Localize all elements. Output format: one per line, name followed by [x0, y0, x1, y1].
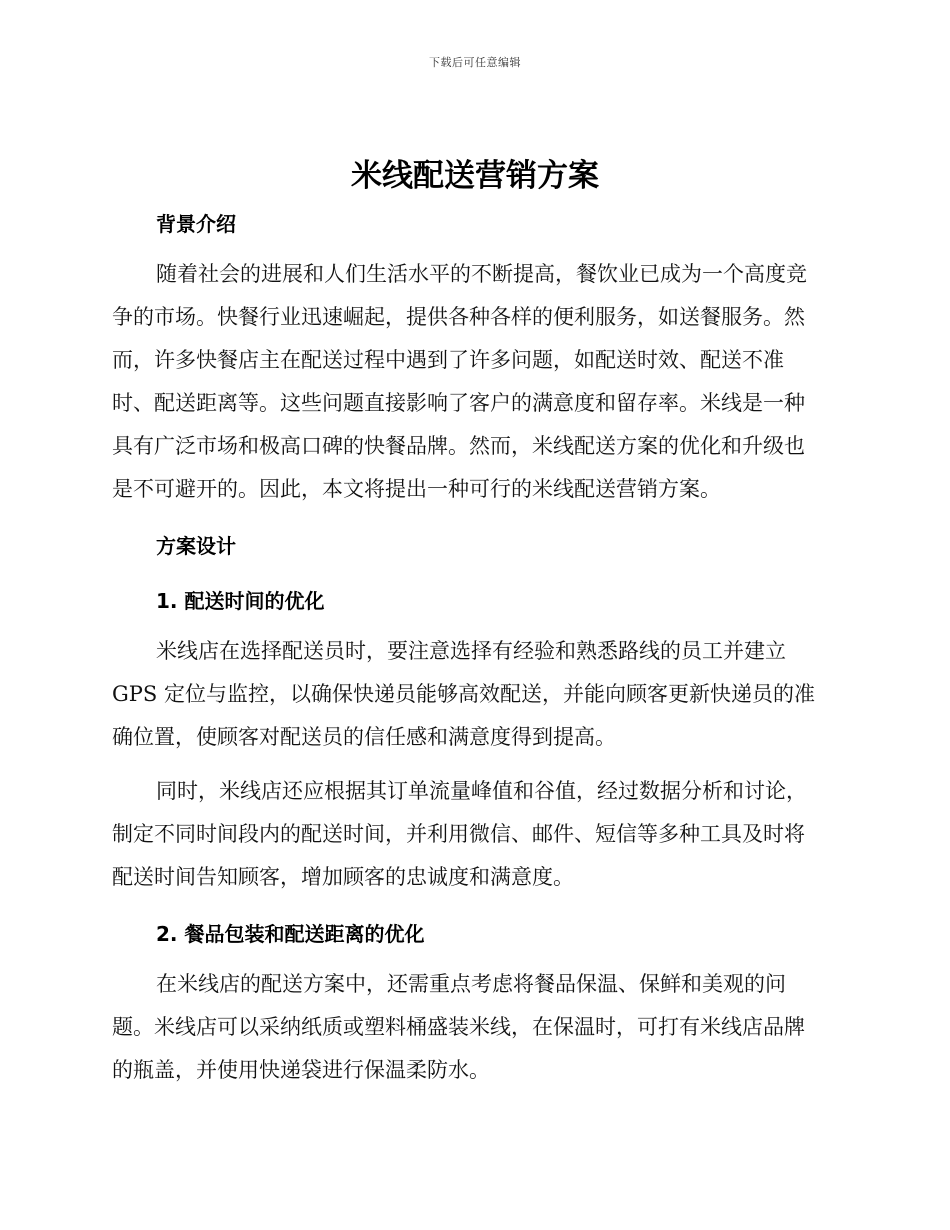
paragraph-line: 的瓶盖，并使用快递袋进行保温柔防水。	[112, 1058, 490, 1082]
paragraph-line: 在米线店的配送方案中，还需重点考虑将餐品保温、保鲜和美观的问	[156, 972, 786, 996]
paragraph-line: 是不可避开的。因此，本文将提出一种可行的米线配送营销方案。	[112, 477, 721, 501]
paragraph-line: 配送时间告知顾客，增加顾客的忠诚度和满意度。	[112, 865, 574, 889]
paragraph-line: GPS 定位与监控，以确保快递员能够高效配送，并能向顾客更新快递员的准	[112, 682, 815, 706]
section-heading-background: 背景介绍	[156, 212, 236, 236]
paragraph-line: 时、配送距离等。这些问题直接影响了客户的满意度和留存率。米线是一种	[112, 391, 805, 415]
paragraph-line: 制定不同时间段内的配送时间，并利用微信、邮件、短信等多种工具及时将	[112, 822, 805, 846]
paragraph-line: 具有广泛市场和极高口碑的快餐品牌。然而，米线配送方案的优化和升级也	[112, 434, 805, 458]
paragraph-delivery-staff	[112, 630, 834, 759]
paragraph-line: 而，许多快餐店主在配送过程中遇到了许多问题，如配送时效、配送不准	[112, 348, 784, 372]
subsection-heading-packaging: 2. 餐品包装和配送距离的优化	[156, 922, 425, 946]
paragraph-delivery-schedule	[112, 770, 834, 899]
section-heading-design: 方案设计	[156, 534, 236, 558]
paragraph-line: 题。米线店可以采纳纸质或塑料桶盛装米线，在保温时，可打有米线店品牌	[112, 1015, 805, 1039]
paragraph-line: 确位置，使顾客对配送员的信任感和满意度得到提高。	[112, 725, 616, 749]
paragraph-line: 米线店在选择配送员时，要注意选择有经验和熟悉路线的员工并建立	[156, 639, 786, 663]
document-title: 米线配送营销方案	[351, 158, 599, 194]
subsection-heading-delivery-time: 1. 配送时间的优化	[156, 589, 325, 613]
page-header: 下载后可任意编辑	[429, 56, 521, 69]
paragraph-line: 同时，米线店还应根据其订单流量峰值和谷值，经过数据分析和讨论，	[156, 779, 807, 803]
paragraph-background	[112, 253, 834, 511]
paragraph-packaging	[112, 963, 834, 1092]
paragraph-line: 随着社会的进展和人们生活水平的不断提高，餐饮业已成为一个高度竞	[156, 262, 807, 286]
paragraph-line: 争的市场。快餐行业迅速崛起，提供各种各样的便利服务，如送餐服务。然	[112, 305, 805, 329]
